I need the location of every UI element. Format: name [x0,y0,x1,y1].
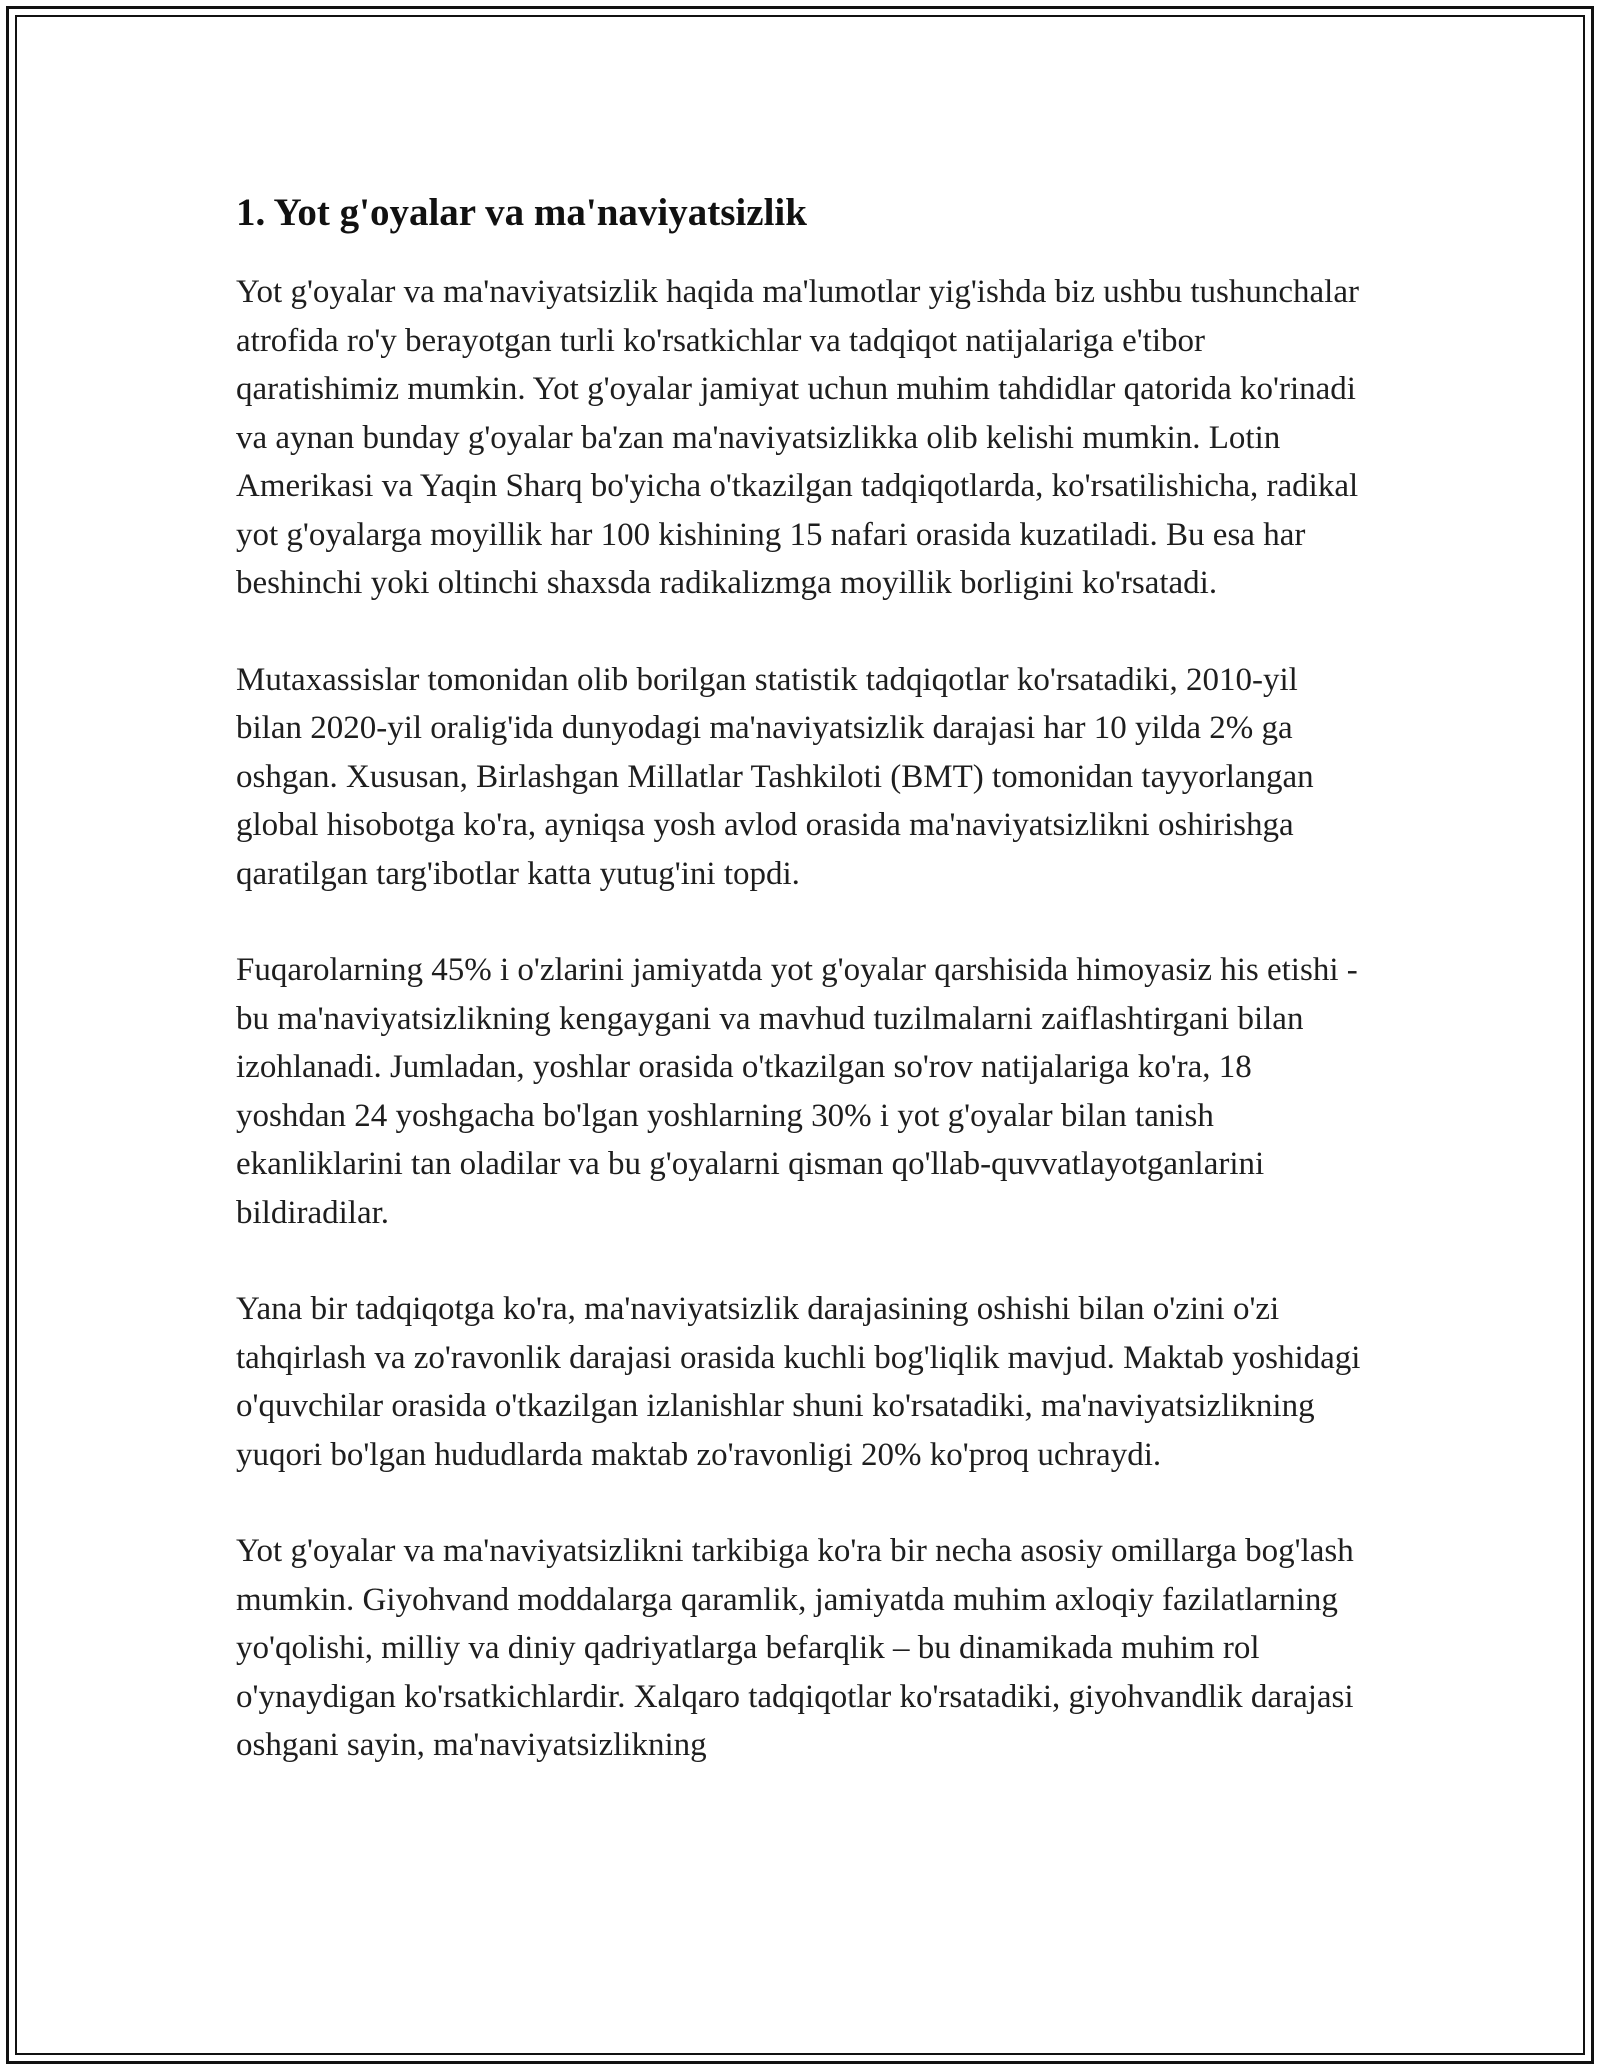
paragraph-4: Yana bir tadqiqotga ko'ra, ma'naviyatsizlik darajasining oshishi bilan o'zini o'zi tahqirlash va zo'ravonlik darajasi orasida kuchli bog'liqlik mavjud. Maktab yoshidagi o'quvchilar orasida o'tkazilgan izlanishlar shuni ko'rsatadiki, ma'naviyatsizlikning yuqori bo'lgan hududlarda maktab zo'ravonligi 20% ko'proq uchraydi. [236,1291,1361,1473]
paragraph-2: Mutaxassislar tomonidan olib borilgan statistik tadqiqotlar ko'rsatadiki, 2010-yil bilan 2020-yil oralig'ida dunyodagi ma'naviyatsizlik darajasi har 10 yilda 2% ga oshgan. Xususan, Birlashgan Millatlar Tashkiloti (BMT) tomonidan tayyorlangan global hisobotga ko'ra, ayniqsa yosh avlod orasida ma'naviyatsizlikni oshirishga qaratilgan targ'ibotlar katta yutug'ini topdi. [236,661,1314,892]
paragraph-3: Fuqarolarning 45% i o'zlarini jamiyatda yot g'oyalar qarshisida himoyasiz his etishi - bu ma'naviyatsizlikning kengaygani va mavhud tuzilmalarni zaiflashtirgani bilan izohlanadi. Jumladan, yoshlar orasida o'tkazilgan so'rov natijalariga ko'ra, 18 yoshdan 24 yoshgacha bo'lgan yoshlarning 30% i yot g'oyalar bilan tanish ekanliklarini tan oladilar va bu g'oyalarni qisman qo'llab-quvvatlayotganlarini bildiradilar. [236,952,1358,1231]
section-heading: 1. Yot g'oyalar va ma'naviyatsizlik [236,191,807,234]
paragraph-5: Yot g'oyalar va ma'naviyatsizlikni tarkibiga ko'ra bir necha asosiy omillarga bog'lash mumkin. Giyohvand moddalarga qaramlik, jamiyatda muhim axloqiy fazilatlarning yo'qolishi, milliy va diniy qadriyatlarga befarqlik – bu dinamikada muhim rol o'ynaydigan ko'rsatkichlardir. Xalqaro tadqiqotlar ko'rsatadiki, giyohvandlik darajasi oshgani sayin, ma'naviyatsizlikning [236,1533,1354,1763]
paragraph-1: Yot g'oyalar va ma'naviyatsizlik haqida ma'lumotlar yig'ishda biz ushbu tushunchalar atrofida ro'y berayotgan turli ko'rsatkichlar va tadqiqot natijalariga e'tibor qaratishimiz mumkin. Yot g'oyalar jamiyat uchun muhim tahdidlar qatorida ko'rinadi va aynan bunday g'oyalar ba'zan ma'naviyatsizlikka olib kelishi mumkin. Lotin Amerikasi va Yaqin Sharq bo'yicha o'tkazilgan tadqiqotlarda, ko'rsatilishicha, radikal yot g'oyalarga moyillik har 100 kishining 15 nafari orasida kuzatiladi. Bu esa har beshinchi yoki oltinchi shaxsda radikalizmga moyillik borligini ko'rsatadi. [236,274,1359,601]
document-body [236,190,1366,1818]
